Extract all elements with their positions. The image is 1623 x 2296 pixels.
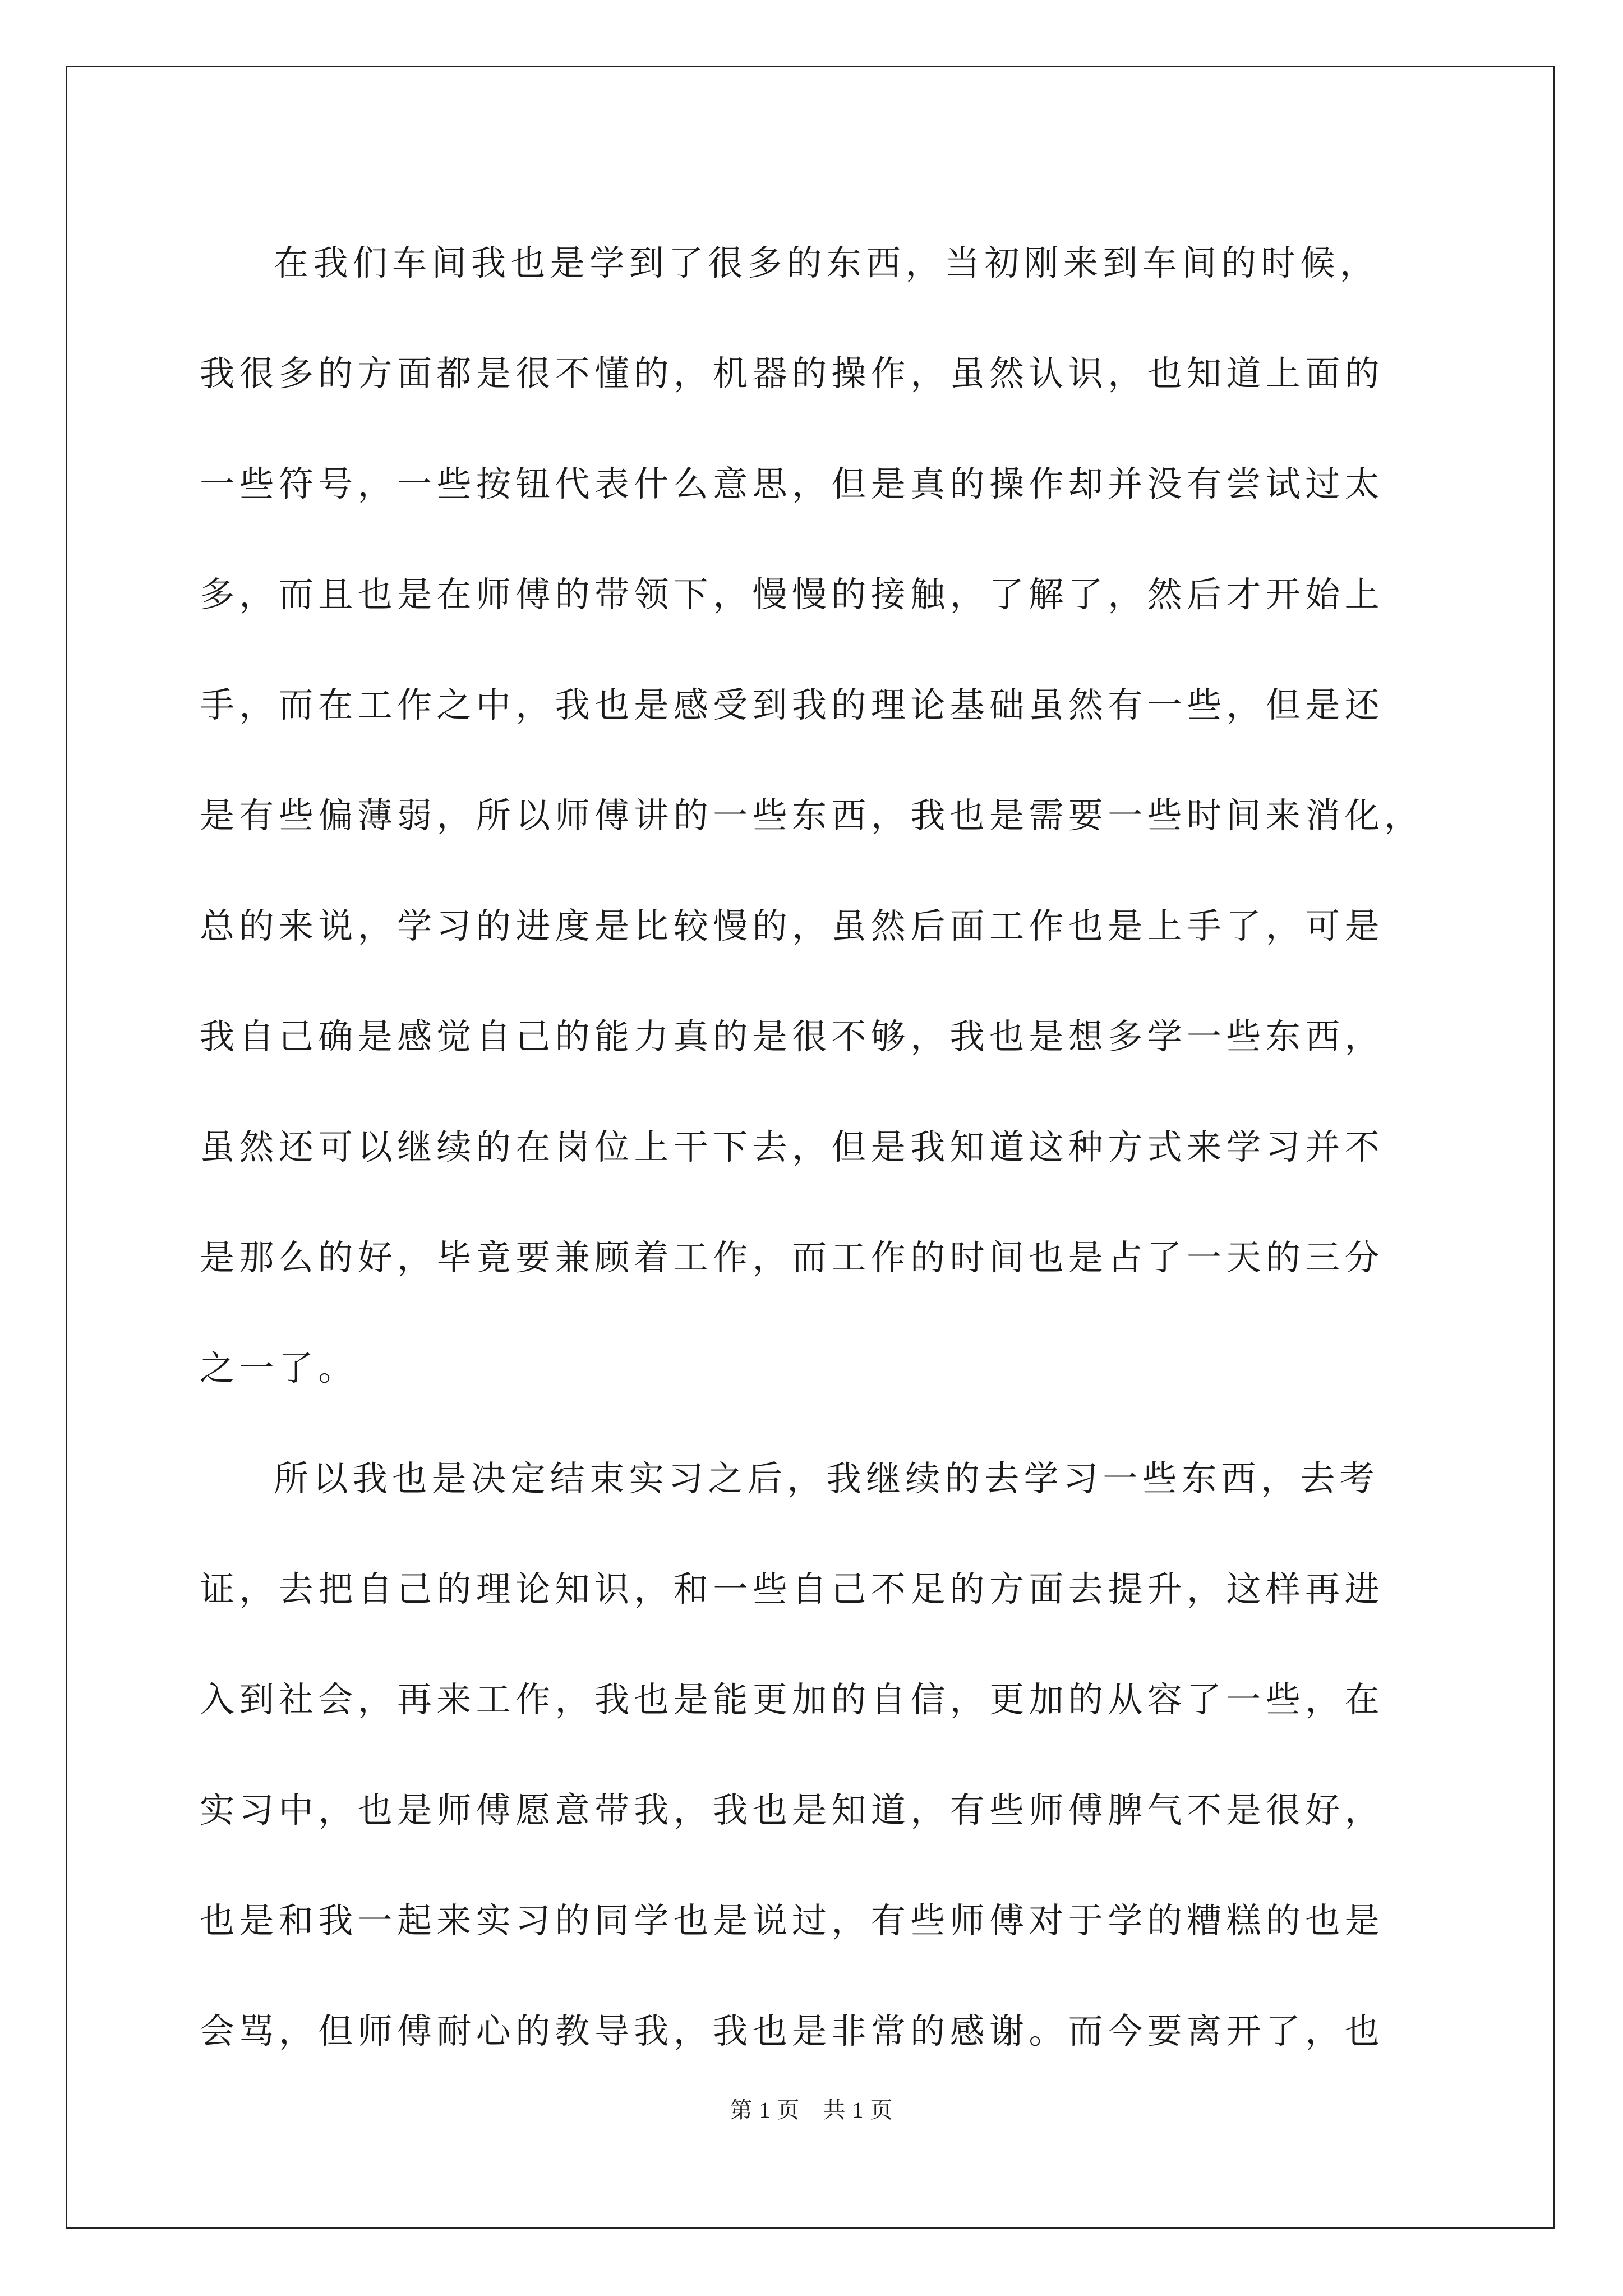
text-line: 之一了。 (200, 1347, 358, 1388)
document-body (200, 208, 1428, 2086)
text-line: 总的来说，学习的进度是比较慢的，虽然后面工作也是上手了，可是 (200, 905, 1385, 946)
text-line: 我很多的方面都是很不懂的，机器的操作，虽然认识，也知道上面的 (200, 353, 1385, 394)
paragraph (200, 208, 1428, 1423)
page-footer: 第 1 页 共 1 页 (730, 2097, 893, 2123)
text-line: 会骂，但师傅耐心的教导我，我也是非常的感谢。而今要离开了，也 (200, 2010, 1385, 2051)
text-line: 是有些偏薄弱，所以师傅讲的一些东西，我也是需要一些时间来消化， (200, 795, 1424, 836)
text-line: 多，而且也是在师傅的带领下，慢慢的接触，了解了，然后才开始上 (200, 574, 1385, 615)
text-line: 实习中，也是师傅愿意带我，我也是知道，有些师傅脾气不是很好， (200, 1789, 1385, 1830)
text-line: 证，去把自己的理论知识，和一些自己不足的方面去提升，这样再进 (200, 1568, 1385, 1609)
text-line: 虽然还可以继续的在岗位上干下去，但是我知道这种方式来学习并不 (200, 1126, 1385, 1167)
paragraph (200, 1423, 1428, 2086)
text-line: 也是和我一起来实习的同学也是说过，有些师傅对于学的糟糕的也是 (200, 1900, 1385, 1941)
text-line: 一些符号，一些按钮代表什么意思，但是真的操作却并没有尝试过太 (200, 463, 1385, 504)
text-line: 在我们车间我也是学到了很多的东西，当初刚来到车间的时候， (274, 242, 1380, 283)
text-line: 入到社会，再来工作，我也是能更加的自信，更加的从容了一些，在 (200, 1679, 1385, 1720)
text-line: 所以我也是决定结束实习之后，我继续的去学习一些东西，去考 (274, 1458, 1380, 1499)
text-line: 手，而在工作之中，我也是感受到我的理论基础虽然有一些，但是还 (200, 684, 1385, 725)
text-line: 我自己确是感觉自己的能力真的是很不够，我也是想多学一些东西， (200, 1016, 1385, 1057)
text-line: 是那么的好，毕竟要兼顾着工作，而工作的时间也是占了一天的三分 (200, 1237, 1385, 1278)
